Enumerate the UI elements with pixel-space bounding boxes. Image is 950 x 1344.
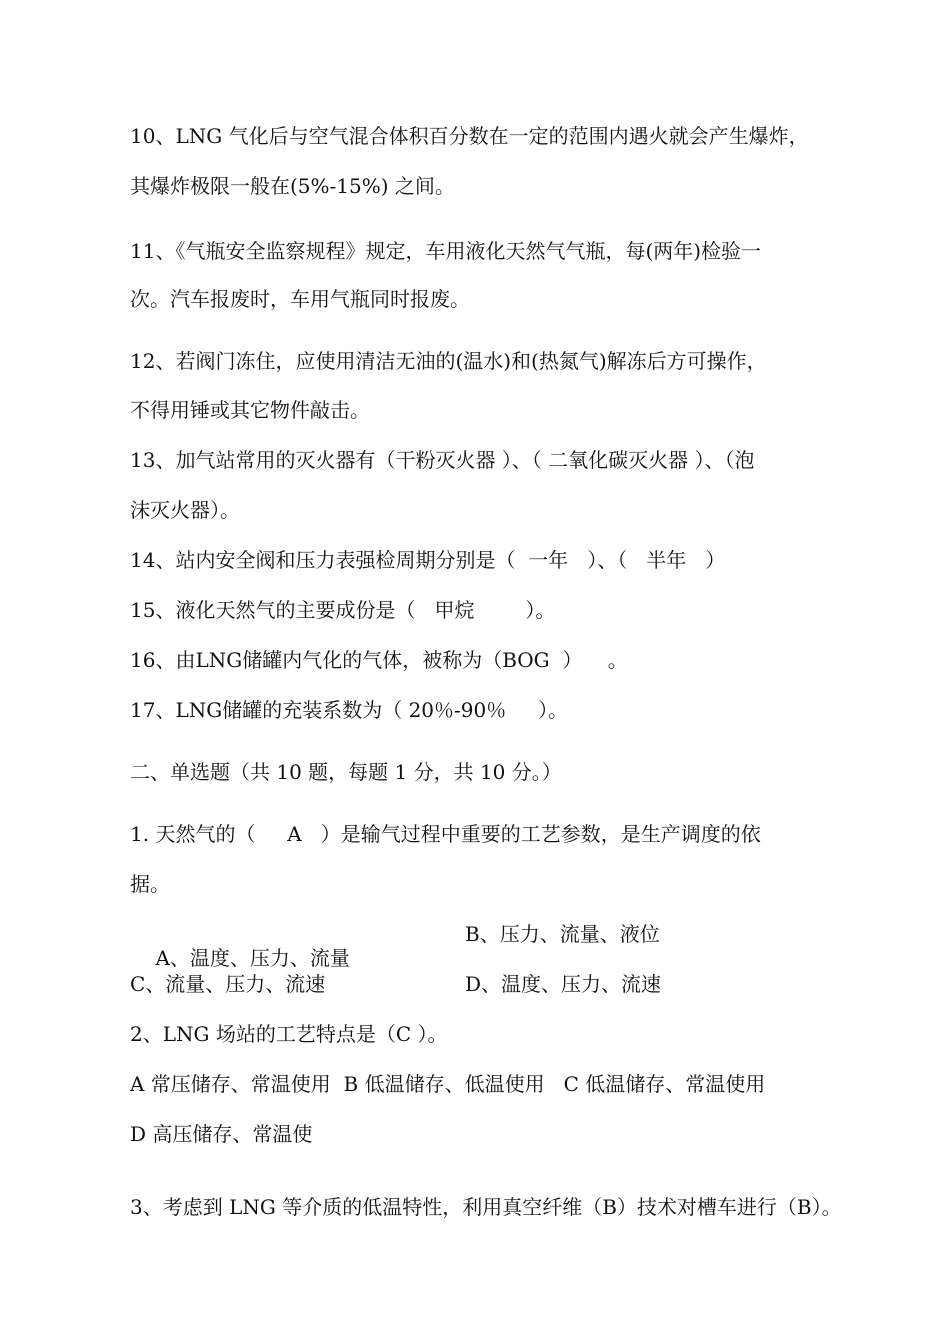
mc2-option-d: D 高压储存、常温使 bbox=[130, 1122, 313, 1146]
mc3-line-1: 3、考虑到 LNG 等介质的低温特性，利用真空纤维（B）技术对槽车进行（B）。 bbox=[130, 1195, 842, 1219]
q13-line-2: 沫灭火器）。 bbox=[130, 498, 240, 522]
q14-line: 14、站内安全阀和压力表强检周期分别是（ 一年 ）、（ 半年 ） bbox=[130, 548, 726, 572]
q11-line-2: 次。汽车报废时，车用气瓶同时报废。 bbox=[130, 287, 470, 311]
mc1-option-d: D、温度、压力、流速 bbox=[465, 972, 662, 996]
mc2-options: A 常压储存、常温使用 B 低温储存、低温使用 C 低温储存、常温使用 bbox=[130, 1072, 766, 1096]
q13-line-1: 13、加气站常用的灭火器有（干粉灭火器 ）、（ 二氧化碳灭火器 ）、（泡 bbox=[130, 448, 755, 472]
mc1-line-1: 1. 天然气的（ A ）是输气过程中重要的工艺参数，是生产调度的依 bbox=[130, 822, 761, 846]
section-2-heading: 二、单选题（共 10 题，每题 1 分，共 10 分。） bbox=[130, 760, 562, 784]
mc1-option-b: B、压力、流量、液位 bbox=[465, 922, 660, 946]
q10-line-2: 其爆炸极限一般在(5%-15%) 之间。 bbox=[130, 174, 455, 198]
mc1-line-2: 据。 bbox=[130, 872, 170, 896]
q10-line-1: 10、LNG 气化后与空气混合体积百分数在一定的范围内遇火就会产生爆炸， bbox=[130, 124, 809, 148]
mc1-option-a: A、温度、压力、流量 bbox=[155, 946, 350, 970]
q15-line: 15、液化天然气的主要成份是（ 甲烷 ）。 bbox=[130, 598, 556, 622]
q12-line-1: 12、若阀门冻住，应使用清洁无油的(温水)和(热氮气)解冻后方可操作， bbox=[130, 349, 767, 373]
q16-line: 16、由LNG储罐内气化的气体，被称为（BOG ） 。 bbox=[130, 648, 628, 672]
q17-line: 17、LNG储罐的充装系数为（ 20％-90％ ）。 bbox=[130, 698, 569, 722]
q11-line-1: 11、《气瓶安全监察规程》规定，车用液化天然气气瓶，每(两年)检验一 bbox=[130, 239, 762, 263]
mc1-option-c: C、流量、压力、流速 bbox=[130, 972, 326, 996]
q12-line-2: 不得用锤或其它物件敲击。 bbox=[130, 398, 370, 422]
mc2-line-1: 2、LNG 场站的工艺特点是（C ）。 bbox=[130, 1022, 448, 1046]
